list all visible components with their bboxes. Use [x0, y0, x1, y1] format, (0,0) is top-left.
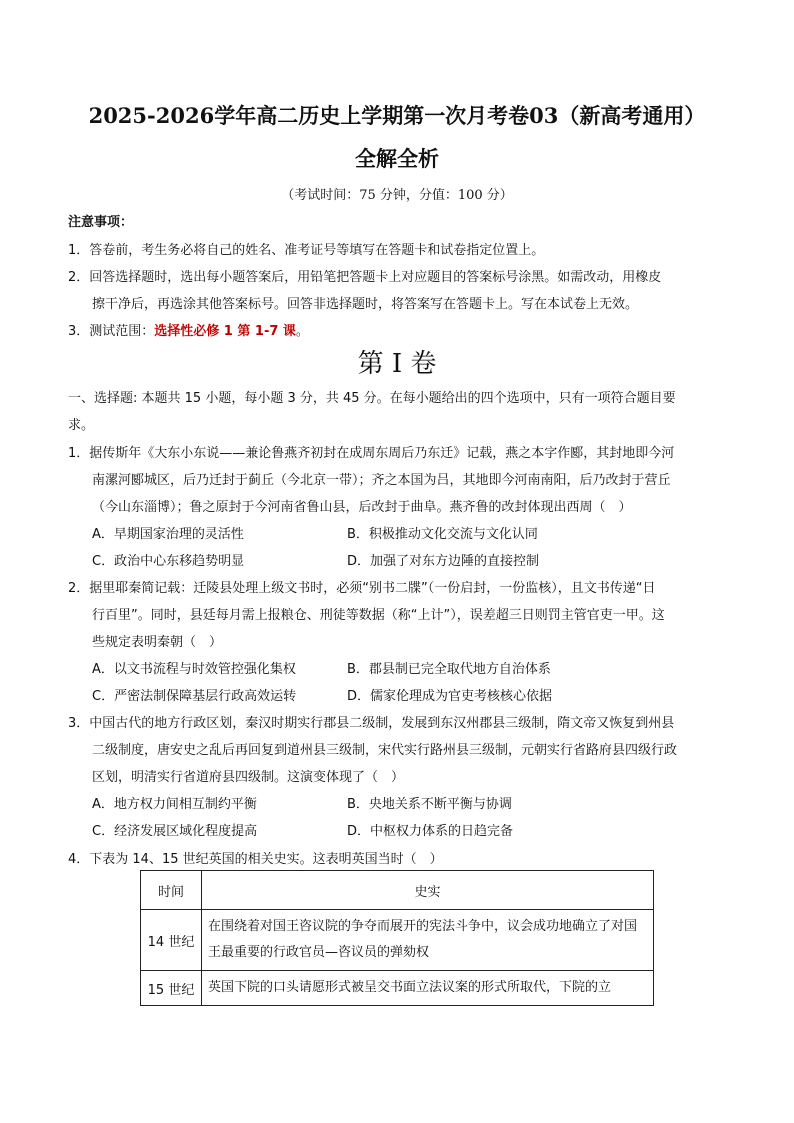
notice-item-3-prefix: 3．测试范围：	[68, 324, 155, 339]
exam-time-score: （考试时间：75 分钟，分值：100 分）	[281, 188, 513, 203]
section-title: 第 I 卷	[357, 349, 437, 379]
q3-option-d: D．中枢权力体系的日趋完备	[347, 824, 514, 839]
q2-stem-line-3: 些规定表明秦朝（ ）	[92, 635, 223, 650]
section-intro-line-2: 求。	[68, 418, 95, 433]
q1-option-a: A．早期国家治理的灵活性	[92, 527, 244, 542]
q2-option-a: A．以文书流程与时效管控强化集权	[92, 662, 296, 677]
q4-stem-line-1: 4．下表为 14、15 世纪英国的相关史实。这表明英国当时（ ）	[68, 852, 443, 867]
notice-item-2-line-1: 2．回答选择题时，选出每小题答案后，用铅笔把答题卡上对应题目的答案标号涂黑。如需改动，用橡皮	[68, 270, 662, 285]
section-intro-line-1: 一、选择题: 本题共 15 小题，每小题 3 分，共 45 分。在每小题给出的四个选项中，只有一项符合题目要	[68, 391, 676, 406]
table-cell-time: 15 世纪	[141, 971, 202, 1006]
table-row	[141, 971, 654, 1006]
table-row	[141, 910, 654, 971]
q1-stem-line-3: （今山东淄博）；鲁之原封于今河南省鲁山县，后改封于曲阜。燕齐鲁的改封体现出西周（ ）	[92, 500, 632, 515]
q2-option-b: B．郡县制已完全取代地方自治体系	[347, 662, 551, 677]
notice-item-2-line-2: 擦干净后，再选涂其他答案标号。回答非选择题时，将答案写在答题卡上。写在本试卷上无效。	[92, 297, 639, 312]
test-scope: 选择性必修 1 第 1-7 课	[154, 324, 296, 339]
q3-option-a: A．地方权力间相互制约平衡	[92, 797, 257, 812]
q1-option-c: C．政治中心东移趋势明显	[92, 554, 245, 569]
q3-stem-line-3: 区划，明清实行省道府县四级制。这演变体现了（ ）	[92, 770, 405, 785]
q1-option-d: D．加强了对东方边陲的直接控制	[347, 554, 540, 569]
notice-item-3-suffix: 。	[295, 324, 309, 339]
q2-stem-line-2: 行百里”。同时，县廷每月需上报粮仓、刑徒等数据（称“上计”），误差超三日则罚主管官吏一甲。这	[92, 608, 665, 623]
exam-title: 2025-2026学年高二历史上学期第一次月考卷03（新高考通用）	[88, 103, 706, 128]
table-header-fact: 史实	[202, 871, 654, 910]
q3-option-c: C．经济发展区域化程度提高	[92, 824, 258, 839]
q1-stem-line-2: 南漯河郾城区，后乃迁封于蓟丘（今北京一带）；齐之本国为吕，其地即今河南南阳，后乃改封于营丘	[92, 473, 671, 488]
q2-option-c: C．严密法制保障基层行政高效运转	[92, 689, 297, 704]
notice-heading: 注意事项：	[68, 215, 134, 230]
q1-stem-line-1: 1．据传斯年《大东小东说——兼论鲁燕齐初封在成周东周后乃东迁》记载，燕之本字作郾，其封地即今河	[68, 446, 675, 461]
notice-item-3	[68, 320, 309, 339]
q2-option-d: D．儒家伦理成为官吏考核核心依据	[347, 689, 553, 704]
q4-history-table	[140, 870, 654, 1006]
q3-stem-line-2: 二级制度，唐安史之乱后再回复到道州县三级制，宋代实行路州县三级制，元朝实行省路府县四级行政	[92, 743, 678, 758]
table-header-time: 时间	[141, 871, 202, 910]
table-cell-time: 14 世纪	[141, 910, 202, 971]
q1-option-b: B．积极推动文化交流与文化认同	[347, 527, 538, 542]
table-cell-fact: 英国下院的口头请愿形式被呈交书面立法议案的形式所取代，下院的立	[202, 971, 654, 1006]
q3-stem-line-1: 3．中国古代的地方行政区划，秦汉时期实行郡县二级制，发展到东汉州郡县三级制，隋文帝又恢复到州县	[68, 716, 675, 731]
q3-option-b: B．央地关系不断平衡与协调	[347, 797, 512, 812]
q2-stem-line-1: 2．据里耶秦简记载：迁陵县处理上级文书时，必须“别书二牒”（一份启封，一份监核），且文书传递“日	[68, 581, 656, 596]
notice-item-1: 1．答卷前，考生务必将自己的姓名、准考证号等填写在答题卡和试卷指定位置上。	[68, 243, 545, 258]
table-header-row	[141, 871, 654, 910]
exam-subtitle: 全解全析	[355, 146, 439, 171]
table-cell-fact: 在围绕着对国王咨议院的争夺而展开的宪法斗争中，议会成功地确立了对国王最重要的行政官员—咨议员的弹劾权	[202, 910, 654, 971]
